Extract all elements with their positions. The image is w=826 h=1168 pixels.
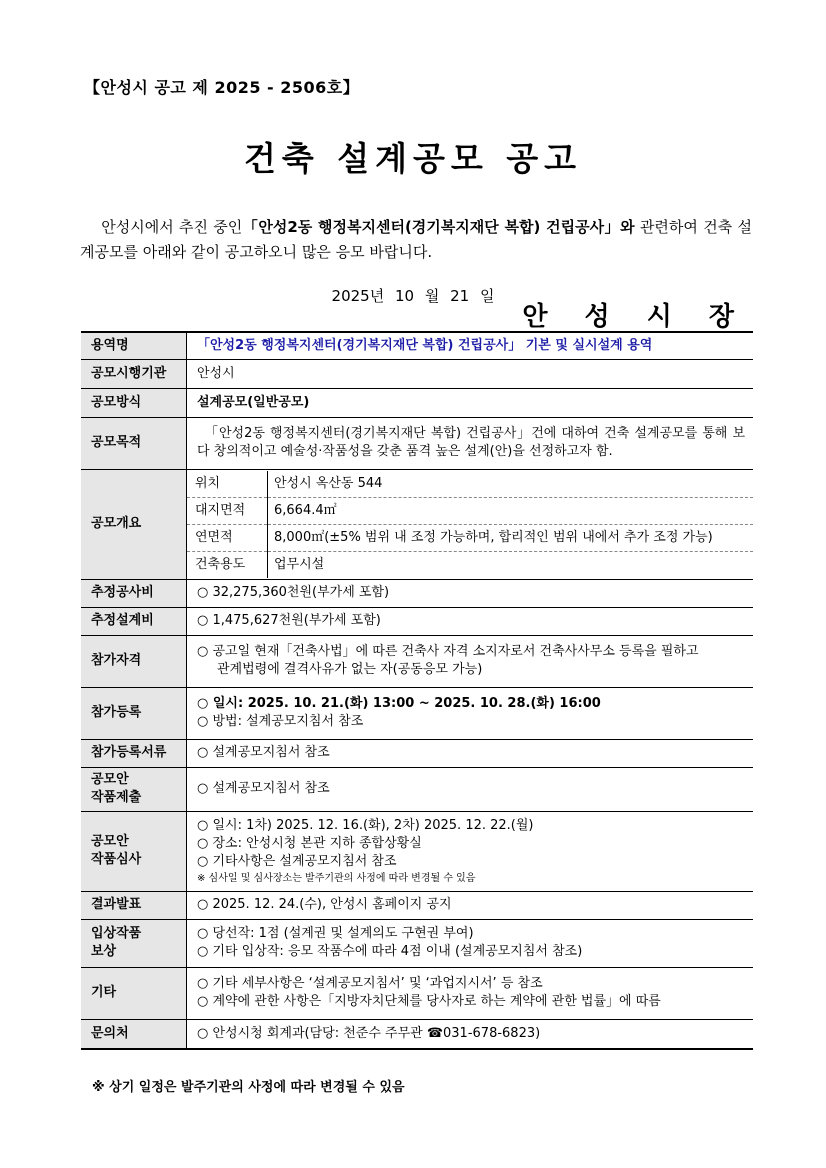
- row-review: [81, 811, 753, 891]
- row-etc: [81, 967, 753, 1019]
- label-review-line: 공모안: [91, 834, 129, 849]
- value-purpose: 「안성2동 행정복지센터(경기복지재단 복합) 건립공사」건에 대하여 건축 설계공모를 통해 보다 창의적이고 예술성·작품성을 갖춘 품격 높은 설계(안)을 선정하고자 함.: [187, 417, 754, 469]
- row-service: [81, 332, 753, 359]
- value-agency: 안성시: [187, 359, 754, 388]
- label-construction-cost: 추정공사비: [81, 579, 187, 607]
- notice-date: 2025년 10 월 21 일: [331, 287, 495, 305]
- row-contact: [81, 1019, 753, 1049]
- label-registration: 참가등록: [81, 687, 187, 739]
- row-method: [81, 388, 753, 417]
- label-award-line: 입상작품: [91, 926, 142, 941]
- label-design-cost: 추정설계비: [81, 607, 187, 635]
- review-note: ※ 심사일 및 심사장소는 발주기관의 사정에 따라 변경될 수 있음: [197, 872, 476, 884]
- label-review: [81, 811, 187, 891]
- award-line: ○ 당선작: 1점 (설계권 및 설계의도 구현권 부여): [197, 926, 474, 941]
- row-purpose: [81, 417, 753, 469]
- overview-subtable: [187, 471, 753, 578]
- row-overview: [81, 469, 753, 579]
- signature: 안 성 시 장: [522, 302, 748, 332]
- label-result: 결과발표: [81, 891, 187, 919]
- award-line: ○ 기타 입상작: 응모 작품수에 따라 4점 이내 (설계공모지침서 참조): [197, 944, 583, 959]
- label-registration-docs: 참가등록서류: [81, 739, 187, 767]
- value-contact: ○ 안성시청 회계과(담당: 천준수 주무관 ☎031-678-6823): [187, 1019, 754, 1049]
- overview-item: [187, 524, 753, 551]
- value-award: [187, 919, 754, 967]
- value-qualification: [187, 635, 754, 687]
- overview-item-value: 안성시 옥산동 544: [268, 471, 754, 498]
- registration-date: ○ 일시: 2025. 10. 21.(화) 13:00 ~ 2025. 10. 28.(화) 16:00: [197, 696, 601, 711]
- value-design-cost: ○ 1,475,627천원(부가세 포함): [187, 607, 754, 635]
- review-line: ○ 기타사항은 설계공모지침서 참조: [197, 853, 397, 869]
- label-submission-line: 공모안: [91, 772, 129, 787]
- value-method: 설계공모(일반공모): [187, 388, 754, 417]
- value-etc: [187, 967, 754, 1019]
- intro-before: 안성시에서 추진 중인: [101, 218, 243, 236]
- value-registration-docs: ○ 설계공모지침서 참조: [187, 739, 754, 767]
- row-construction-cost: [81, 579, 753, 607]
- overview-item: [187, 471, 753, 498]
- label-review-line: 작품심사: [91, 852, 142, 867]
- label-method: 공모방식: [81, 388, 187, 417]
- footnote: ※ 상기 일정은 발주기관의 사정에 따라 변경될 수 있음: [92, 1080, 405, 1095]
- overview-item-value: 6,664.4㎡: [268, 497, 754, 524]
- label-qualification: 참가자격: [81, 635, 187, 687]
- label-overview: 공모개요: [81, 469, 187, 579]
- value-construction-cost: ○ 32,275,360천원(부가세 포함): [187, 579, 754, 607]
- label-purpose: 공모목적: [81, 417, 187, 469]
- qualification-line: 관계법령에 결격사유가 없는 자(공동응모 가능): [217, 662, 483, 677]
- etc-line: ○ 계약에 관한 사항은「지방자치단체를 당사자로 하는 계약에 관한 법률」에 따름: [197, 994, 661, 1009]
- overview-item-label: 건축용도: [187, 551, 268, 578]
- intro-paragraph: [80, 215, 752, 265]
- label-submission-line: 작품제출: [91, 790, 142, 805]
- label-award: [81, 919, 187, 967]
- row-result: [81, 891, 753, 919]
- label-agency: 공모시행기관: [81, 359, 187, 388]
- intro-after: 관련하여 건축 설계공모를 아래와 같이 공고하오니 많은 응모 바랍니다.: [80, 218, 752, 261]
- value-review: [187, 811, 754, 891]
- overview-item: [187, 551, 753, 578]
- row-submission: [81, 767, 753, 811]
- notice-number: 【안성시 공고 제 2025 - 2506호】: [84, 78, 360, 97]
- row-registration: [81, 687, 753, 739]
- overview-item-value: 8,000㎡(±5% 범위 내 조정 가능하며, 합리적인 범위 내에서 추가 조정 가능): [268, 524, 754, 551]
- review-line: ○ 일시: 1차) 2025. 12. 16.(화), 2차) 2025. 12. 22.(월): [197, 817, 534, 833]
- intro-project: 「안성2동 행정복지센터(경기복지재단 복합) 건립공사」와: [242, 218, 635, 236]
- overview-item-label: 위치: [187, 471, 268, 498]
- etc-line: ○ 기타 세부사항은 ‘설계공모지침서’ 및 ‘과업지시서’ 등 참조: [197, 976, 543, 991]
- qualification-line: ○ 공고일 현재「건축사법」에 따른 건축사 자격 소지자로서 건축사사무소 등록을 필하고: [197, 644, 699, 659]
- value-result: ○ 2025. 12. 24.(수), 안성시 홈페이지 공지: [187, 891, 754, 919]
- value-submission: ○ 설계공모지침서 참조: [187, 767, 754, 811]
- notice-table: [81, 331, 753, 1050]
- label-service: 용역명: [81, 332, 187, 359]
- label-contact: 문의처: [81, 1019, 187, 1049]
- row-agency: [81, 359, 753, 388]
- value-registration: [187, 687, 754, 739]
- value-overview: [187, 469, 754, 579]
- page-title: 건축 설계공모 공고: [243, 139, 582, 178]
- row-design-cost: [81, 607, 753, 635]
- label-submission: [81, 767, 187, 811]
- review-line: ○ 장소: 안성시청 본관 지하 종합상황실: [197, 835, 422, 851]
- row-registration-docs: [81, 739, 753, 767]
- row-qualification: [81, 635, 753, 687]
- label-etc: 기타: [81, 967, 187, 1019]
- overview-item-label: 연면적: [187, 524, 268, 551]
- overview-item: [187, 497, 753, 524]
- registration-method: ○ 방법: 설계공모지침서 참조: [197, 714, 364, 729]
- label-award-line: 보상: [91, 944, 117, 959]
- value-service: 「안성2동 행정복지센터(경기복지재단 복합) 건립공사」 기본 및 실시설계 용역: [187, 332, 754, 359]
- overview-item-value: 업무시설: [274, 556, 325, 572]
- overview-item-label: 대지면적: [187, 497, 268, 524]
- row-award: [81, 919, 753, 967]
